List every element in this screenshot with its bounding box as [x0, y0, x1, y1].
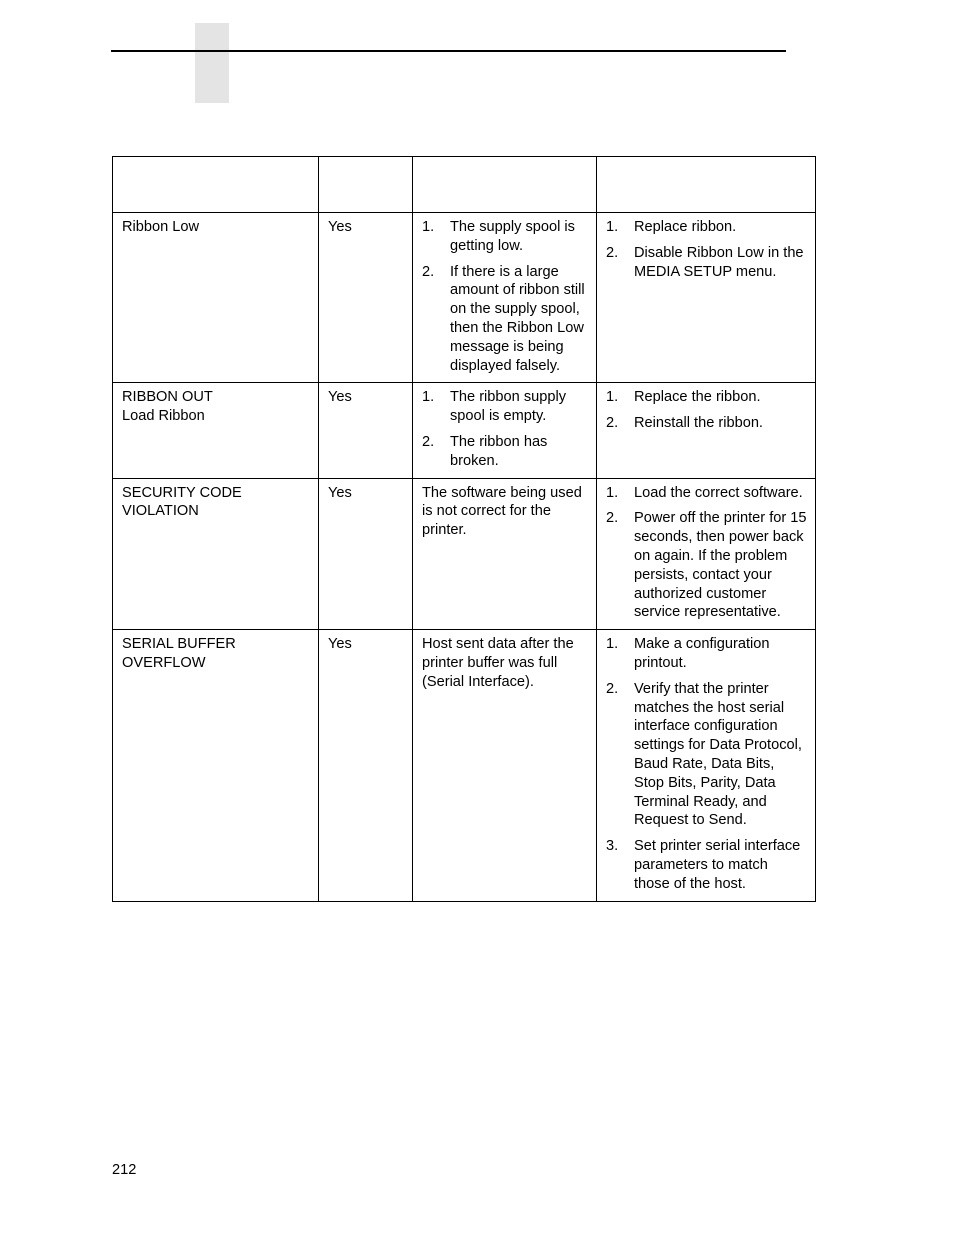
list-number: 2.: [606, 510, 619, 527]
list-item: [606, 414, 807, 433]
stop-cell: Yes: [319, 630, 413, 901]
message-cell: [113, 383, 319, 478]
solution-list: [606, 218, 807, 281]
list-text: If there is a large amount of ribbon still on the supply spool, then the Ribbon Low message is being displayed falsely.: [450, 263, 585, 374]
list-text: Power off the printer for 15 seconds, then power back on again. If the problem persists, contact your authorized customer service representative.: [634, 510, 807, 621]
list-item: [422, 433, 588, 471]
cause-cell: [413, 478, 597, 630]
header-cell-cause: [413, 157, 597, 213]
cause-list: [422, 388, 588, 470]
list-text: The ribbon has broken.: [450, 433, 548, 469]
cause-cell: [413, 630, 597, 901]
header-cell-stop: [319, 157, 413, 213]
list-number: 1.: [606, 636, 619, 653]
table-row: [113, 630, 816, 901]
stop-cell: Yes: [319, 478, 413, 630]
table-header-row: [113, 157, 816, 213]
list-number: 1.: [606, 389, 619, 406]
cause-text: Host sent data after the printer buffer was full (Serial Interface).: [422, 636, 574, 690]
stop-cell: Yes: [319, 383, 413, 478]
message-line: VIOLATION: [122, 503, 199, 520]
list-number: 1.: [606, 219, 619, 235]
table-row: [113, 478, 816, 630]
list-number: 2.: [422, 263, 435, 280]
list-number: 2.: [606, 244, 619, 261]
list-item: [422, 263, 588, 376]
cause-list: [422, 218, 588, 375]
table-body: [113, 213, 816, 902]
message-line: OVERFLOW: [122, 654, 206, 671]
list-item: [606, 680, 807, 830]
list-item: [606, 388, 807, 407]
message-table: [112, 156, 816, 902]
list-text: Disable Ribbon Low in the MEDIA SETUP menu.: [634, 244, 804, 280]
list-item: [422, 388, 588, 426]
list-text: The ribbon supply spool is empty.: [450, 389, 567, 425]
list-number: 2.: [606, 415, 619, 432]
cause-text: The software being used is not correct for the printer.: [422, 484, 582, 539]
list-item: [606, 837, 807, 893]
list-text: Set printer serial interface parameters to match those of the host.: [634, 838, 801, 892]
solution-list: [606, 388, 807, 433]
message-cell: [113, 630, 319, 901]
list-item: [606, 484, 807, 503]
message-line: Load Ribbon: [122, 408, 205, 425]
page-number: 212: [112, 1162, 137, 1178]
list-text: The supply spool is getting low.: [450, 219, 575, 254]
list-number: 1.: [606, 484, 619, 501]
header-tab: [195, 23, 229, 103]
list-item: [606, 218, 807, 237]
list-text: Replace ribbon.: [634, 219, 737, 235]
message-line: RIBBON OUT: [122, 389, 213, 406]
solution-cell: [597, 478, 816, 630]
list-item: [606, 635, 807, 673]
solution-cell: [597, 213, 816, 383]
cause-cell: [413, 383, 597, 478]
message-cell: [113, 478, 319, 630]
header-rule: [111, 50, 786, 52]
list-number: 3.: [606, 838, 619, 855]
solution-list: [606, 635, 807, 893]
cause-cell: [413, 213, 597, 383]
list-text: Reinstall the ribbon.: [634, 415, 763, 432]
message-line: SECURITY CODE: [122, 484, 242, 501]
list-text: Verify that the printer matches the host serial interface configuration settings for Data Protocol, Baud Rate, Data Bits, Stop Bits, Parity, Data Terminal Ready, and Request to Send.: [634, 680, 802, 829]
list-text: Replace the ribbon.: [634, 389, 761, 406]
table-row: [113, 213, 816, 383]
list-text: Load the correct software.: [634, 484, 803, 501]
solution-cell: [597, 630, 816, 901]
list-number: 1.: [422, 219, 435, 235]
solution-list: [606, 484, 807, 623]
list-number: 2.: [606, 680, 619, 697]
header-cell-solution: [597, 157, 816, 213]
solution-cell: [597, 383, 816, 478]
message-line: Ribbon Low: [122, 219, 200, 235]
stop-cell: Yes: [319, 213, 413, 383]
list-number: 2.: [422, 433, 435, 450]
header-cell-message: [113, 157, 319, 213]
message-cell: [113, 213, 319, 383]
table-row: [113, 383, 816, 478]
message-line: SERIAL BUFFER: [122, 636, 236, 653]
list-item: [606, 244, 807, 282]
list-item: [422, 218, 588, 256]
list-text: Make a configuration printout.: [634, 636, 770, 671]
list-number: 1.: [422, 389, 435, 406]
list-item: [606, 509, 807, 622]
